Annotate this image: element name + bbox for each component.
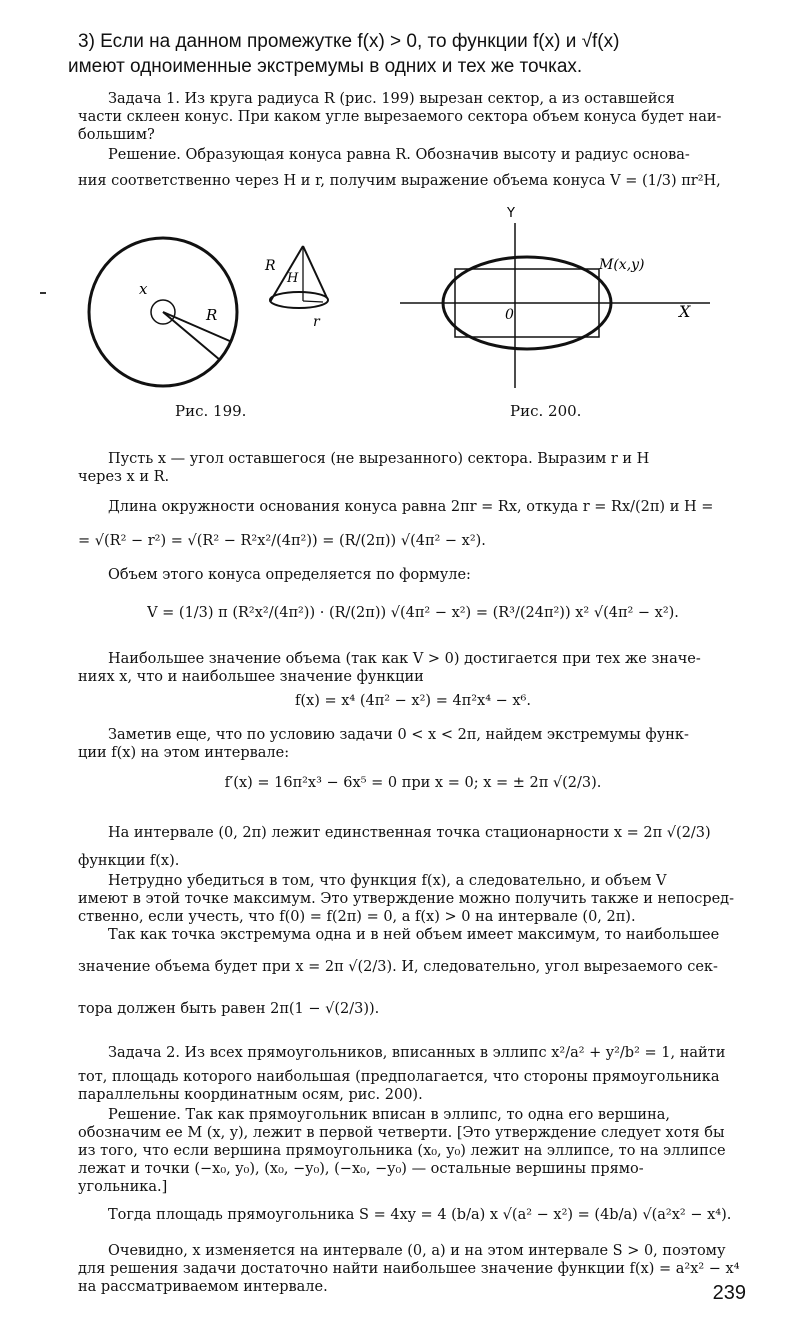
task2-line-3: параллельны координатным осям, рис. 200). — [78, 1087, 423, 1103]
circle-label-x: x — [139, 280, 148, 298]
para-8b: значение объема будет при x = 2π √(2/3). И, следовательно, угол вырезаемого сек- — [78, 959, 718, 975]
task1-line-2: части склеен конус. При каком угле вырезаемого сектора объем конуса будет наи- — [78, 109, 722, 125]
origin-label: 0 — [505, 307, 514, 323]
formula-H: = √(R² − r²) = √(R² − R²x²/(4π²)) = (R/(2π)) √(4π² − x²). — [78, 533, 486, 549]
para-2a: Длина окружности основания конуса равна 2πr = Rx, откуда r = Rx/(2π) и H = — [108, 499, 714, 515]
task2-end-3: на рассматриваемом интервале. — [78, 1279, 328, 1295]
formula-area: Тогда площадь прямоугольника S = 4xy = 4 (b/a) x √(a² − x²) = (4b/a) √(a²x² − x⁴). — [108, 1207, 732, 1223]
figure-199-circle — [80, 220, 250, 390]
para-1a: Пусть x — угол оставшегося (не вырезанного) сектора. Выразим r и H — [108, 451, 650, 467]
formula-derivative: f′(x) = 16π²x³ − 6x⁵ = 0 при x = 0; x = ± 2π √(2/3). — [224, 775, 602, 791]
intro-line-1: 3) Если на данном промежутке f(x) > 0, то функции f(x) и √f(x) — [78, 31, 620, 52]
para-5b: ции f(x) на этом интервале: — [78, 745, 290, 761]
task2-solution-1: Решение. Так как прямоугольник вписан в эллипс, то одна его вершина, — [108, 1107, 671, 1123]
para-4a: Наибольшее значение объема (так как V > 0) достигается при тех же значе- — [108, 651, 701, 667]
para-4b: ниях x, что и наибольшее значение функции — [78, 669, 424, 685]
task2-solution-5: угольника.] — [78, 1179, 168, 1195]
task1-solution-1: Решение. Образующая конуса равна R. Обозначив высоту и радиус основа- — [108, 147, 690, 163]
point-M-label: M(x,y) — [599, 257, 645, 273]
axis-x-label: X — [679, 302, 691, 321]
stray-mark — [40, 292, 46, 294]
para-7c: ственно, если учесть, что f(0) = f(2π) = 0, а f(x) > 0 на интервале (0, 2π). — [78, 909, 636, 925]
figure-199-caption: Рис. 199. — [175, 402, 247, 420]
cone-label-H: H — [287, 271, 299, 286]
figure-200-caption: Рис. 200. — [510, 402, 582, 420]
formula-fx: f(x) = x⁴ (4π² − x²) = 4π²x⁴ − x⁶. — [295, 693, 531, 709]
figure-200-ellipse — [395, 203, 715, 393]
task2-solution-4: лежат и точки (−x₀, y₀), (x₀, −y₀), (−x₀, −y₀) — остальные вершины прямо- — [78, 1161, 644, 1177]
para-3: Объем этого конуса определяется по формуле: — [108, 567, 471, 583]
task2-line-2: тот, площадь которого наибольшая (предполагается, что стороны прямоугольника — [78, 1069, 720, 1085]
task1-line-1: Задача 1. Из круга радиуса R (рис. 199) вырезан сектор, а из оставшейся — [108, 91, 675, 107]
task1-solution-2: ния соответственно через H и r, получим выражение объема конуса V = (1/3) πr²H, — [78, 173, 721, 189]
para-1b: через x и R. — [78, 469, 170, 485]
formula-volume: V = (1/3) π (R²x²/(4π²)) · (R/(2π)) √(4π² − x²) = (R³/(24π²)) x² √(4π² − x²). — [147, 605, 679, 621]
para-7b: имеют в этой точке максимум. Это утверждение можно получить также и непосред- — [78, 891, 735, 907]
task2-solution-2: обозначим ее M (x, y), лежит в первой четверти. [Это утверждение следует хотя бы — [78, 1125, 725, 1141]
circle-label-R: R — [206, 306, 218, 324]
para-6b: функции f(x). — [78, 853, 180, 869]
task2-end-2: для решения задачи достаточно найти наибольшее значение функции f(x) = a²x² − x⁴ — [78, 1261, 740, 1277]
para-6a: На интервале (0, 2π) лежит единственная точка стационарности x = 2π √(2/3) — [108, 825, 711, 841]
page-number: 239 — [712, 1282, 746, 1304]
para-8c: тора должен быть равен 2π(1 − √(2/3)). — [78, 1001, 380, 1017]
cone-label-R: R — [265, 258, 276, 274]
task2-line-1: Задача 2. Из всех прямоугольников, вписанных в эллипс x²/a² + y²/b² = 1, найти — [108, 1045, 726, 1061]
intro-line-2: имеют одноименные экстремумы в одних и тех же точках. — [68, 56, 583, 77]
task1-line-3: большим? — [78, 127, 155, 143]
para-8a: Так как точка экстремума одна и в ней объем имеет максимум, то наибольшее — [108, 927, 720, 943]
figure-199-cone — [255, 240, 345, 335]
cone-label-r: r — [313, 314, 320, 330]
task2-end-1: Очевидно, x изменяется на интервале (0, a) и на этом интервале S > 0, поэтому — [108, 1243, 726, 1259]
axis-y-label: Y — [507, 206, 515, 221]
para-5a: Заметив еще, что по условию задачи 0 < x < 2π, найдем экстремумы функ- — [108, 727, 689, 743]
task2-solution-3: из того, что если вершина прямоугольника (x₀, y₀) лежит на эллипсе, то на эллипсе — [78, 1143, 726, 1159]
para-7a: Нетрудно убедиться в том, что функция f(x), а следовательно, и объем V — [108, 873, 667, 889]
